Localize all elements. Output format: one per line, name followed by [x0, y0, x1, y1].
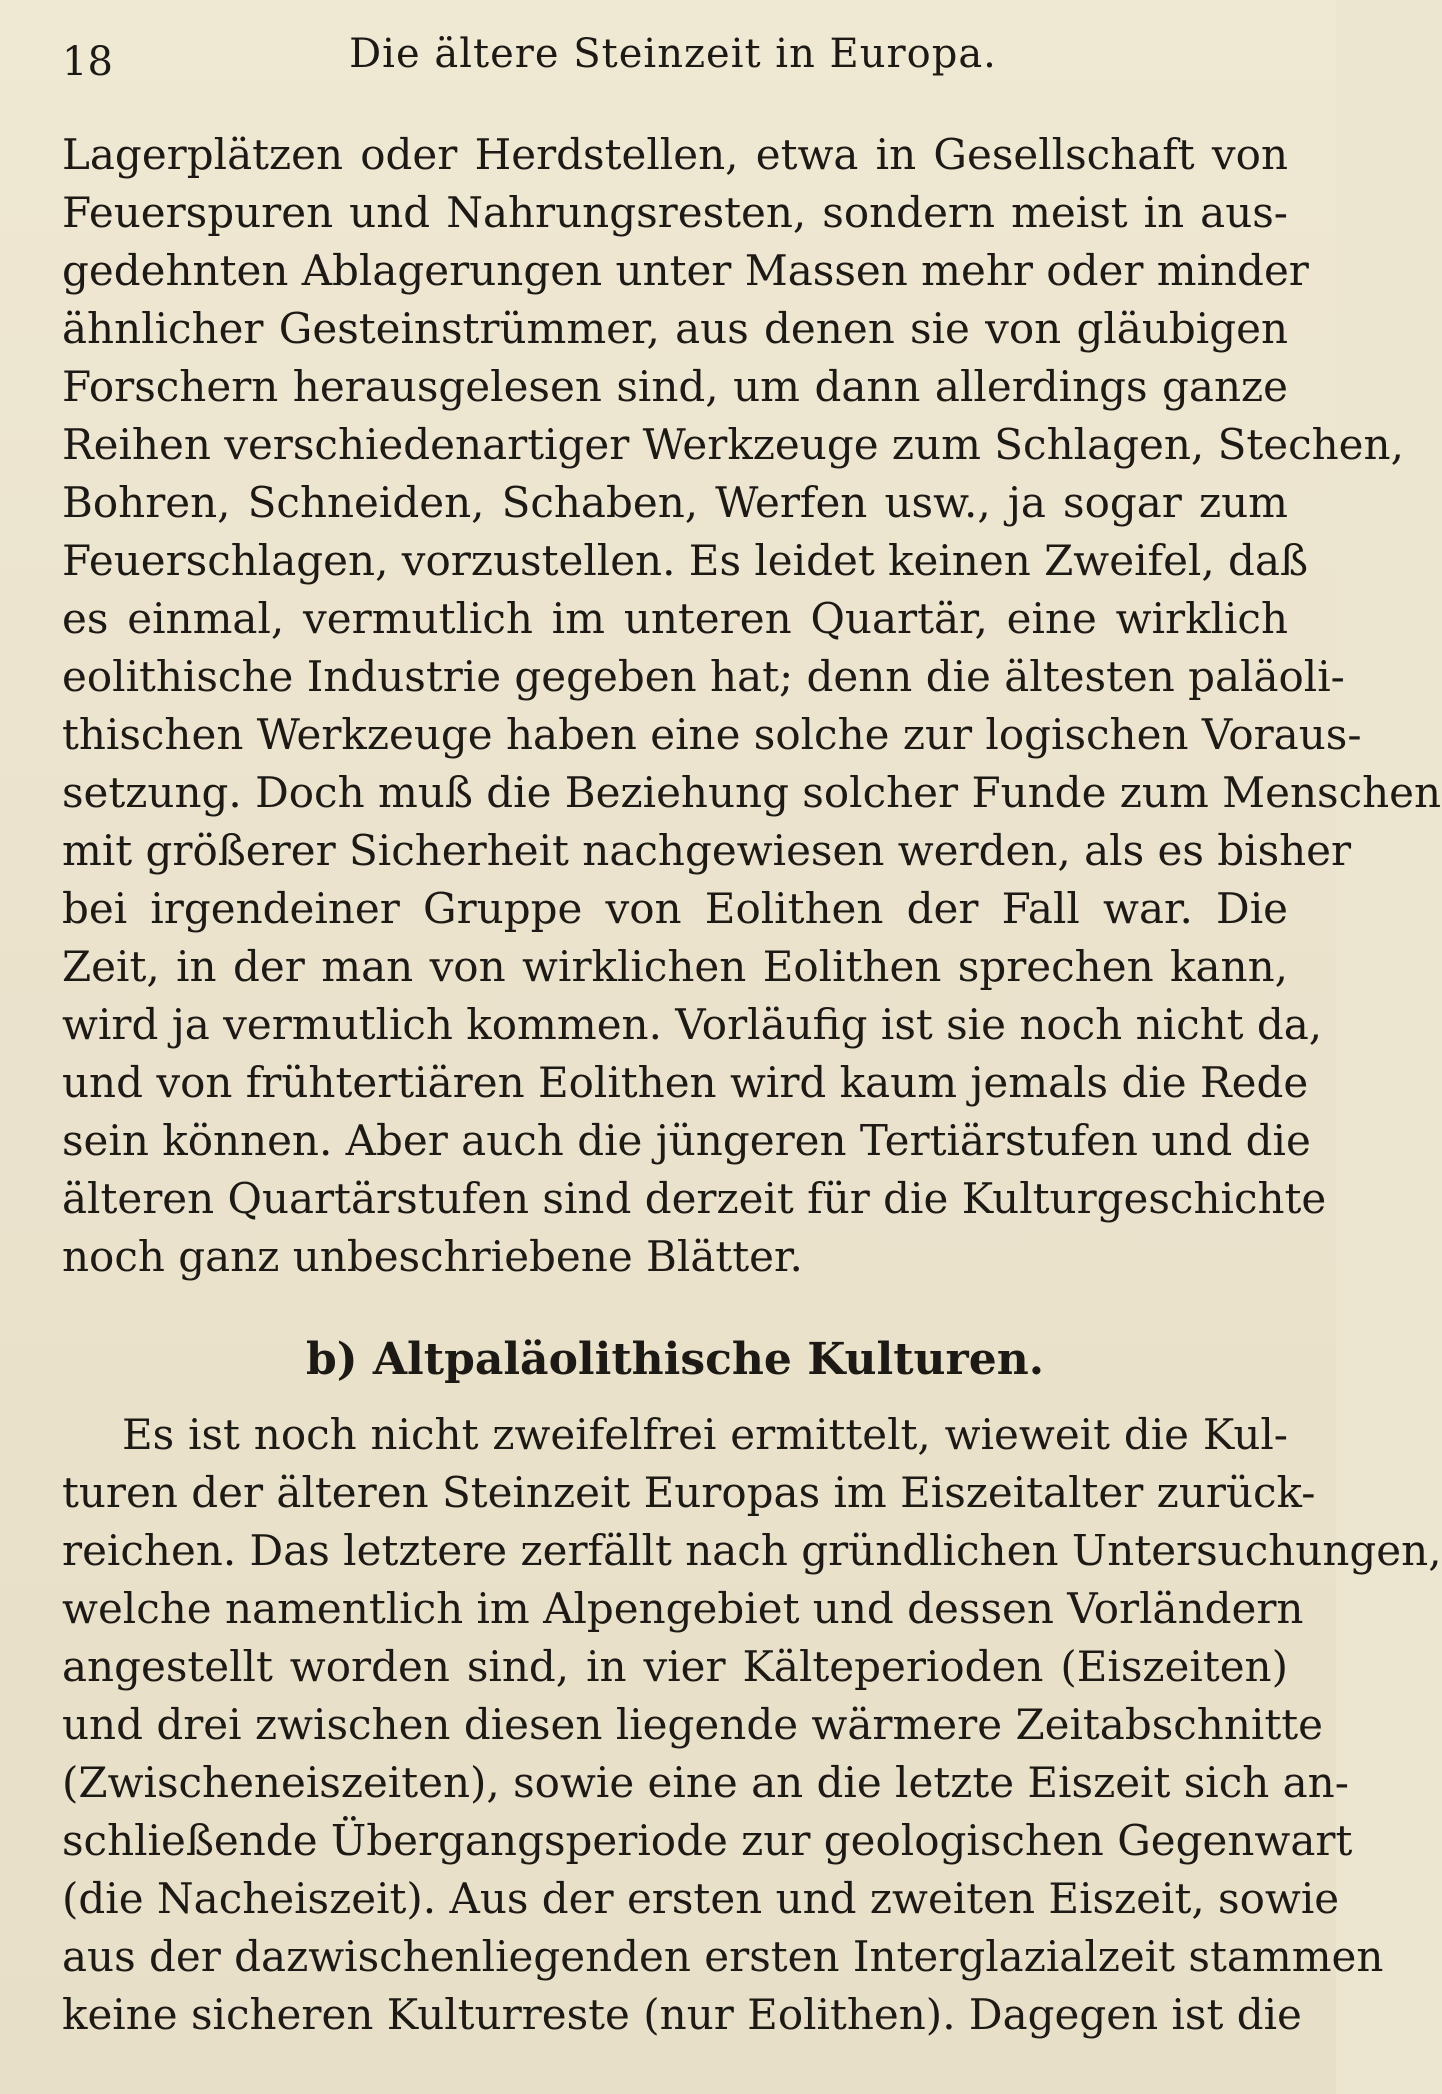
page-header	[62, 30, 1284, 100]
text-line: und von frühtertiären Eolithen wird kaum jemals die Rede	[62, 1058, 1309, 1107]
text-line: angestellt worden sind, in vier Kälteperioden (Eiszeiten)	[62, 1642, 1288, 1691]
text-line: bei irgendeiner Gruppe von Eolithen der Fall war. Die	[62, 884, 1288, 933]
text-line: reichen. Das letztere zerfällt nach gründlichen Untersuchungen,	[62, 1526, 1442, 1575]
text-line: ähnlicher Gesteinstrümmer, aus denen sie von gläubigen	[62, 304, 1288, 353]
text-line: Lagerplätzen oder Herdstellen, etwa in Gesellschaft von	[62, 130, 1288, 179]
text-line: Bohren, Schneiden, Schaben, Werfen usw., ja sogar zum	[62, 478, 1288, 527]
text-line: welche namentlich im Alpengebiet und dessen Vorländern	[62, 1584, 1304, 1633]
text-line: eolithische Industrie gegeben hat; denn die ältesten paläoli-	[62, 652, 1345, 701]
page-number: 18	[62, 39, 113, 85]
text-line: es einmal, vermutlich im unteren Quartär, eine wirklich	[62, 594, 1288, 643]
paragraph-1	[62, 126, 1442, 1286]
text-line: gedehnten Ablagerungen unter Massen mehr oder minder	[62, 246, 1309, 295]
text-line: setzung. Doch muß die Beziehung solcher Funde zum Menschen	[62, 768, 1442, 817]
section-heading: b) Altpaläolithische Kulturen.	[305, 1334, 1045, 1385]
text-line: Feuerschlagen, vorzustellen. Es leidet keinen Zweifel, daß	[62, 536, 1309, 585]
text-line: wird ja vermutlich kommen. Vorläufig ist sie noch nicht da,	[62, 1000, 1323, 1049]
paragraph-2	[62, 1406, 1442, 2044]
running-title: Die ältere Steinzeit in Europa.	[349, 31, 997, 77]
text-line: und drei zwischen diesen liegende wärmere Zeitabschnitte	[62, 1700, 1323, 1749]
text-line: Forschern herausgelesen sind, um dann allerdings ganze	[62, 362, 1288, 411]
text-line: thischen Werkzeuge haben eine solche zur logischen Voraus-	[62, 710, 1362, 759]
text-line: noch ganz unbeschriebene Blätter.	[62, 1232, 803, 1281]
text-line: mit größerer Sicherheit nachgewiesen werden, als es bisher	[62, 826, 1352, 875]
text-line: Es ist noch nicht zweifelfrei ermittelt, wieweit die Kul-	[122, 1410, 1288, 1459]
text-line: Reihen verschiedenartiger Werkzeuge zum Schlagen, Stechen,	[62, 420, 1404, 469]
text-line: älteren Quartärstufen sind derzeit für die Kulturgeschichte	[62, 1174, 1327, 1223]
text-line: turen der älteren Steinzeit Europas im Eiszeitalter zurück-	[62, 1468, 1316, 1517]
page-body	[62, 126, 1442, 2044]
text-line: Zeit, in der man von wirklichen Eolithen sprechen kann,	[62, 942, 1288, 991]
text-line: schließende Übergangsperiode zur geologischen Gegenwart	[62, 1816, 1353, 1865]
text-line: (die Nacheiszeit). Aus der ersten und zweiten Eiszeit, sowie	[62, 1874, 1340, 1923]
text-line: Feuerspuren und Nahrungsresten, sondern meist in aus-	[62, 188, 1288, 237]
text-line: sein können. Aber auch die jüngeren Tertiärstufen und die	[62, 1116, 1311, 1165]
text-line: aus der dazwischenliegenden ersten Interglazialzeit stammen	[62, 1932, 1384, 1981]
text-line: (Zwischeneiszeiten), sowie eine an die letzte Eiszeit sich an-	[62, 1758, 1349, 1807]
text-line: keine sicheren Kulturreste (nur Eolithen). Dagegen ist die	[62, 1990, 1302, 2039]
